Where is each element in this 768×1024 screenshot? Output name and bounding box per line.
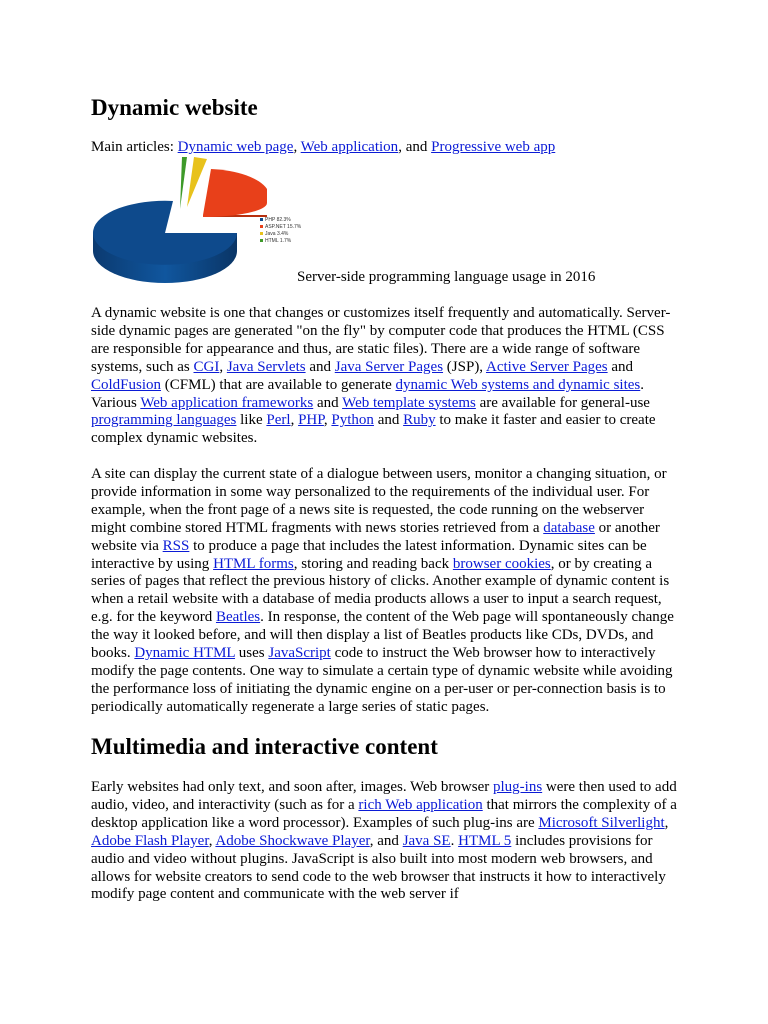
link-web-template-systems[interactable]: Web template systems (342, 394, 476, 411)
link-progressive-web-app[interactable]: Progressive web app (431, 139, 556, 155)
link-javascript[interactable]: JavaScript (268, 645, 331, 662)
link-programming-languages[interactable]: programming languages (91, 412, 237, 429)
paragraph-multimedia-1: Early websites had only text, and soon after, images. Web browser plug-ins were then used to add audio, video, and interactivity (such as for a rich Web application that mirrors the complexity of a desktop application like a word processor). Examples of such plug-ins are Microsoft Silverlight, Adobe Flash Player, Adobe Shockwave Player, and Java SE. HTML 5 includes provisions for audio and video without plugins. JavaScript is also built into most modern web browsers, and allows for website creators to send code to the web browser that instructs it how to interactively modify page content and communicate with the web server if (91, 779, 677, 903)
legend-aspnet: ASP.NET 15.7% (265, 224, 302, 230)
link-rss[interactable]: RSS (162, 537, 190, 554)
link-browser-cookies[interactable]: browser cookies (452, 555, 551, 572)
link-microsoft-silverlight[interactable]: Microsoft Silverlight (538, 814, 665, 831)
link-cgi[interactable]: CGI (193, 358, 220, 375)
link-html-forms[interactable]: HTML forms (213, 555, 294, 572)
legend-php: PHP 82.3% (265, 217, 291, 223)
link-adobe-shockwave-player[interactable]: Adobe Shockwave Player (215, 832, 370, 849)
link-database[interactable]: database (543, 519, 595, 536)
link-dynamic-web-systems[interactable]: dynamic Web systems and dynamic sites (395, 376, 641, 393)
link-adobe-flash-player[interactable]: Adobe Flash Player (91, 832, 209, 849)
link-php[interactable]: PHP (298, 412, 324, 429)
section-title-dynamic-website: Dynamic website (91, 95, 258, 120)
link-rich-web-application[interactable]: rich Web application (358, 796, 483, 813)
legend-swatch-php (260, 218, 263, 221)
section-title-multimedia: Multimedia and interactive content (91, 734, 438, 759)
legend-java: Java 3.4% (265, 231, 289, 237)
link-ruby[interactable]: Ruby (403, 412, 436, 429)
legend-swatch-html (260, 239, 263, 242)
pie-chart-figure (91, 155, 331, 287)
legend-swatch-java (260, 232, 263, 235)
pie-slice-aspnet (203, 169, 267, 217)
link-web-application-frameworks[interactable]: Web application frameworks (140, 394, 314, 411)
link-dynamic-web-page[interactable]: Dynamic web page (177, 139, 294, 155)
link-html5[interactable]: HTML 5 (458, 832, 512, 849)
link-python[interactable]: Python (331, 412, 374, 429)
link-coldfusion[interactable]: ColdFusion (91, 376, 162, 393)
figure-caption: Server-side programming language usage in 2016 (297, 269, 596, 285)
link-web-application[interactable]: Web application (300, 139, 399, 155)
link-plug-ins[interactable]: plug-ins (492, 779, 543, 795)
link-active-server-pages[interactable]: Active Server Pages (485, 358, 608, 375)
link-java-se[interactable]: Java SE (402, 832, 451, 849)
link-beatles[interactable]: Beatles (215, 609, 261, 626)
link-java-servlets[interactable]: Java Servlets (226, 358, 306, 375)
pie-slice-java (187, 157, 207, 207)
link-perl[interactable]: Perl (266, 412, 291, 429)
legend-html: HTML 1.7% (265, 238, 292, 244)
legend-swatch-aspnet (260, 225, 263, 228)
pie-chart (91, 155, 331, 287)
pie-slice-html (180, 157, 187, 209)
paragraph-dynamic-1: A dynamic website is one that changes or customizes itself frequently and automatically. Server-side dynamic pages are generated "on the fly" by computer code that produces the HTML (CSS are responsible for appearance and thus, are static files). There are a wide range of software systems, such as CGI, Java Servlets and Java Server Pages (JSP), Active Server Pages and ColdFusion (CFML) that are available to generate dynamic Web systems and dynamic sites. Various Web application frameworks and Web template systems are available for general-use programming languages like Perl, PHP, Python and Ruby to make it faster and easier to create complex dynamic websites. (91, 305, 671, 447)
link-java-server-pages[interactable]: Java Server Pages (334, 358, 444, 375)
paragraph-dynamic-2: A site can display the current state of a dialogue between users, monitor a changing situation, or provide information in some way personalized to the requirements of the individual user. For example, when the front page of a news site is requested, the code running on the webserver might combine stored HTML fragments with news stories retrieved from a database or another website via RSS to produce a page that includes the latest information. Dynamic sites can be interactive by using HTML forms, storing and reading back browser cookies, or by creating a series of pages that reflect the previous history of clicks. Another example of dynamic content is when a retail website with a database of media products allows a user to input a search request, e.g. for the keyword Beatles. In response, the content of the Web page will spontaneously change the way it looked before, and will then display a list of Beatles products like CDs, DVDs, and books. Dynamic HTML uses JavaScript code to instruct the Web browser how to interactively modify the page contents. One way to simulate a certain type of dynamic website while avoiding the performance loss of initiating the dynamic engine on a per-user or per-connection basis is to periodically automatically regenerate a large series of static pages. (91, 466, 674, 715)
link-dynamic-html[interactable]: Dynamic HTML (134, 645, 236, 662)
main-articles-line: Main articles: Dynamic web page, Web application, and Progressive web app (91, 139, 556, 155)
